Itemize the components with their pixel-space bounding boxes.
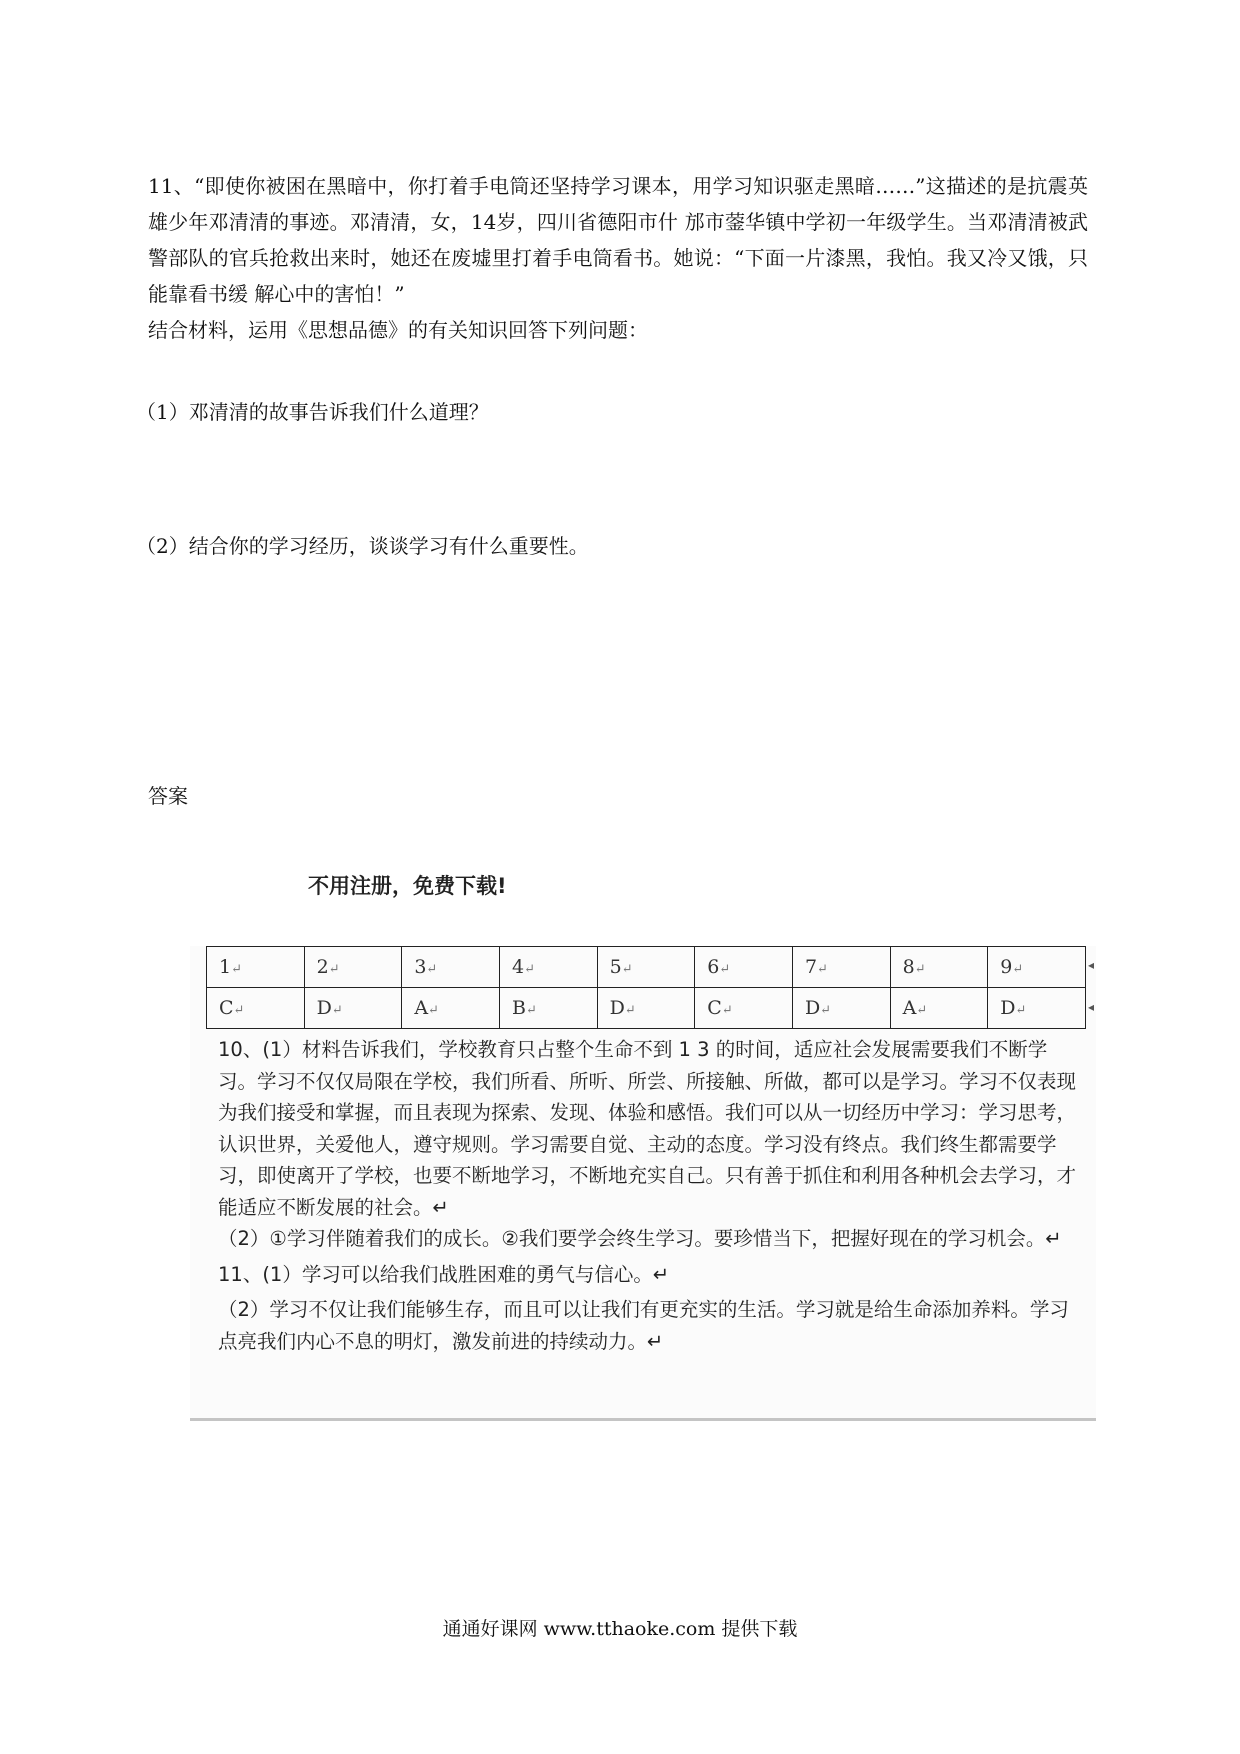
answer-q11-part2: （2）学习不仅让我们能够生存，而且可以让我们有更充实的生活。学习就是给生命添加养料。学习点亮我们内心不息的明灯，激发前进的持续动力。↵ <box>218 1298 1069 1353</box>
answer-key-answer: C↵ <box>207 988 305 1029</box>
question-instruction: 结合材料，运用《思想品德》的有关知识回答下列问题： <box>148 318 648 342</box>
answer-key-number: 2↵ <box>304 947 402 988</box>
answer-box <box>190 946 1096 1421</box>
answer-key-answer: C↵ <box>695 988 793 1029</box>
answer-key-number: 8↵ <box>890 947 988 988</box>
question-paragraph: 11、“即使你被困在黑暗中，你打着手电筒还坚持学习课本，用学习知识驱走黑暗……”这描述的是抗震英雄少年邓清清的事迹。邓清清，女，14岁，四川省德阳市什 邡市蓥华镇中学初一年级学生。当邓清清被武警部队的官兵抢救出来时，她还在废墟里打着手电筒看书。她说：“下面一片漆黑，我怕。我又冷又饿，只能靠看书缓 解心中的害怕！” <box>148 174 1088 306</box>
answer-explanations <box>218 1034 1080 1357</box>
answer-key-number: 4↵ <box>499 947 597 988</box>
answer-key-answer: A↵ <box>402 988 500 1029</box>
answer-q10-part2: （2）①学习伴随着我们的成长。②我们要学会终生学习。要珍惜当下，把握好现在的学习机会。↵ <box>218 1227 1062 1250</box>
sub-question-2: （2）结合你的学习经历，谈谈学习有什么重要性。 <box>136 534 589 558</box>
answer-key-answer: D↵ <box>792 988 890 1029</box>
answer-key-answer: D↵ <box>304 988 402 1029</box>
answer-key-number-row <box>207 947 1086 988</box>
answer-key-number: 9↵ <box>988 947 1086 988</box>
promo-text: 不用注册，免费下载! <box>308 874 507 898</box>
answer-key-answer-row <box>207 988 1086 1029</box>
answer-q10-part1: 10、(1）材料告诉我们，学校教育只占整个生命不到 1 3 的时间，适应社会发展需要我们不断学习。学习不仅仅局限在学校，我们所看、所听、所尝、所接触、所做，都可以是学习。学习不仅表现为我们接受和掌握，而且表现为探索、发现、体验和感悟。我们可以从一切经历中学习：学习思考，认识世界，关爱他人，遵守规则。学习需要自觉、主动的态度。学习没有终点。我们终生都需要学习，即使离开了学校，也要不断地学习，不断地充实自己。只有善于抓住和利用各种机会去学习，才能适应不断发展的社会。↵ <box>218 1038 1077 1219</box>
question-11 <box>148 168 1088 348</box>
answer-key-number: 7↵ <box>792 947 890 988</box>
answer-key-number: 3↵ <box>402 947 500 988</box>
row-end-mark: ◂ <box>1088 1000 1095 1014</box>
footer-text: 通通好课网 www.tthaoke.com 提供下载 <box>442 1618 798 1640</box>
answer-key-number: 6↵ <box>695 947 793 988</box>
answer-key-answer: B↵ <box>499 988 597 1029</box>
answer-key-table <box>206 946 1086 1029</box>
answer-key-answer: D↵ <box>597 988 695 1029</box>
answer-key-number: 1↵ <box>207 947 305 988</box>
answer-key-answer: D↵ <box>988 988 1086 1029</box>
answer-key-answer: A↵ <box>890 988 988 1029</box>
answer-q11-part1: 11、(1）学习可以给我们战胜困难的勇气与信心。↵ <box>218 1262 670 1286</box>
sub-question-1: （1）邓清清的故事告诉我们什么道理？ <box>136 400 489 424</box>
row-end-mark: ◂ <box>1088 958 1095 972</box>
answer-key-number: 5↵ <box>597 947 695 988</box>
answer-heading: 答案 <box>148 784 188 808</box>
